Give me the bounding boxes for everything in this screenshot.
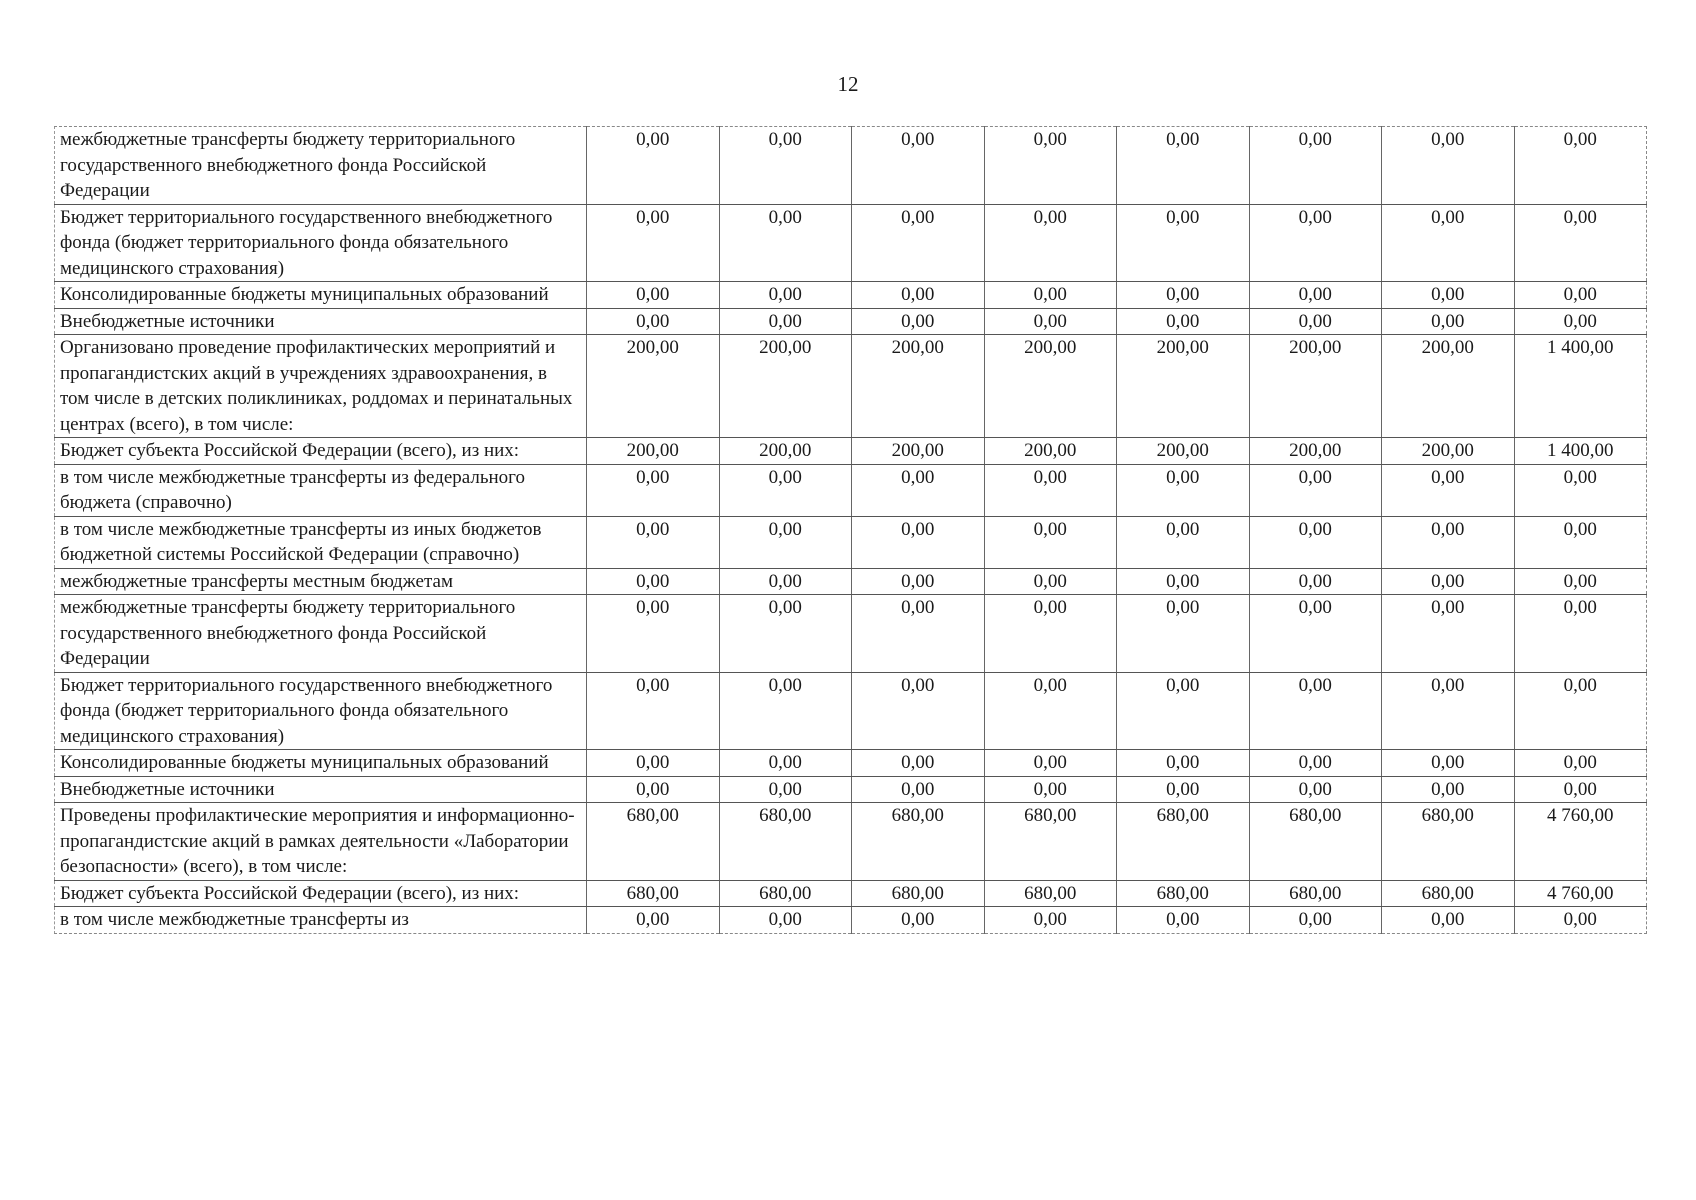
value-cell: 680,00 (587, 880, 720, 907)
value-cell: 4 760,00 (1514, 880, 1647, 907)
value-cell: 200,00 (1382, 438, 1515, 465)
value-cell: 0,00 (1514, 750, 1647, 777)
row-label: Консолидированные бюджеты муниципальных образований (55, 750, 587, 777)
value-cell: 0,00 (852, 672, 985, 750)
value-cell: 0,00 (1117, 516, 1250, 568)
row-label: в том числе межбюджетные трансферты из (55, 907, 587, 934)
value-cell: 0,00 (1382, 672, 1515, 750)
table-body (55, 127, 1647, 934)
value-cell: 680,00 (984, 803, 1117, 881)
row-label: Внебюджетные источники (55, 776, 587, 803)
value-cell: 0,00 (719, 907, 852, 934)
value-cell: 0,00 (852, 776, 985, 803)
value-cell: 1 400,00 (1514, 438, 1647, 465)
value-cell: 0,00 (1249, 672, 1382, 750)
table-row (55, 282, 1647, 309)
value-cell: 0,00 (1382, 750, 1515, 777)
value-cell: 0,00 (719, 516, 852, 568)
value-cell: 0,00 (1514, 282, 1647, 309)
table-row (55, 776, 1647, 803)
value-cell: 0,00 (719, 595, 852, 673)
value-cell: 680,00 (719, 880, 852, 907)
value-cell: 0,00 (1382, 568, 1515, 595)
value-cell: 0,00 (719, 750, 852, 777)
value-cell: 0,00 (852, 464, 985, 516)
value-cell: 0,00 (852, 595, 985, 673)
value-cell: 0,00 (719, 204, 852, 282)
value-cell: 0,00 (852, 204, 985, 282)
value-cell: 680,00 (852, 880, 985, 907)
value-cell: 0,00 (1382, 282, 1515, 309)
value-cell: 0,00 (984, 127, 1117, 205)
value-cell: 0,00 (852, 282, 985, 309)
page-number: 12 (837, 72, 859, 96)
value-cell: 0,00 (1117, 776, 1250, 803)
budget-table (54, 126, 1647, 934)
value-cell: 0,00 (587, 750, 720, 777)
row-label: Проведены профилактические мероприятия и информационно-пропагандистские акций в рамках деятельности «Лаборатории безопасности» (всего), в том числе: (55, 803, 587, 881)
value-cell: 0,00 (1249, 127, 1382, 205)
value-cell: 0,00 (1382, 464, 1515, 516)
value-cell: 0,00 (1249, 282, 1382, 309)
value-cell: 0,00 (1249, 907, 1382, 934)
value-cell: 0,00 (587, 127, 720, 205)
value-cell: 0,00 (1117, 204, 1250, 282)
value-cell: 0,00 (1249, 308, 1382, 335)
value-cell: 680,00 (1249, 880, 1382, 907)
value-cell: 0,00 (852, 127, 985, 205)
value-cell: 680,00 (1117, 880, 1250, 907)
value-cell: 0,00 (984, 568, 1117, 595)
value-cell: 200,00 (587, 335, 720, 438)
value-cell: 0,00 (1117, 595, 1250, 673)
value-cell: 0,00 (1514, 568, 1647, 595)
value-cell: 0,00 (1514, 595, 1647, 673)
value-cell: 0,00 (1117, 568, 1250, 595)
value-cell: 0,00 (1514, 464, 1647, 516)
value-cell: 680,00 (984, 880, 1117, 907)
value-cell: 200,00 (1249, 335, 1382, 438)
value-cell: 0,00 (1382, 595, 1515, 673)
row-label: межбюджетные трансферты бюджету территориального государственного внебюджетного фонда Российской Федерации (55, 127, 587, 205)
row-label: в том числе межбюджетные трансферты из иных бюджетов бюджетной системы Российской Федерации (справочно) (55, 516, 587, 568)
value-cell: 0,00 (984, 595, 1117, 673)
value-cell: 0,00 (984, 464, 1117, 516)
value-cell: 0,00 (587, 568, 720, 595)
value-cell: 0,00 (587, 204, 720, 282)
table-row (55, 464, 1647, 516)
value-cell: 0,00 (587, 672, 720, 750)
value-cell: 0,00 (852, 907, 985, 934)
value-cell: 0,00 (719, 464, 852, 516)
value-cell: 0,00 (1514, 516, 1647, 568)
value-cell: 0,00 (587, 907, 720, 934)
value-cell: 680,00 (852, 803, 985, 881)
value-cell: 0,00 (587, 516, 720, 568)
value-cell: 4 760,00 (1514, 803, 1647, 881)
row-label: Бюджет территориального государственного внебюджетного фонда (бюджет территориального фонда обязательного медицинского страхования) (55, 672, 587, 750)
value-cell: 0,00 (984, 308, 1117, 335)
table-row (55, 568, 1647, 595)
value-cell: 0,00 (984, 282, 1117, 309)
row-label: Бюджет субъекта Российской Федерации (всего), из них: (55, 438, 587, 465)
value-cell: 680,00 (719, 803, 852, 881)
value-cell: 0,00 (1382, 516, 1515, 568)
value-cell: 0,00 (1249, 750, 1382, 777)
value-cell: 0,00 (1514, 907, 1647, 934)
value-cell: 0,00 (984, 516, 1117, 568)
value-cell: 0,00 (1117, 750, 1250, 777)
value-cell: 200,00 (1382, 335, 1515, 438)
value-cell: 680,00 (1382, 803, 1515, 881)
value-cell: 680,00 (1117, 803, 1250, 881)
value-cell: 0,00 (1117, 127, 1250, 205)
table-row (55, 438, 1647, 465)
value-cell: 0,00 (719, 672, 852, 750)
value-cell: 200,00 (587, 438, 720, 465)
value-cell: 200,00 (852, 438, 985, 465)
value-cell: 0,00 (852, 308, 985, 335)
value-cell: 200,00 (852, 335, 985, 438)
value-cell: 1 400,00 (1514, 335, 1647, 438)
value-cell: 0,00 (1117, 464, 1250, 516)
table-row (55, 335, 1647, 438)
value-cell: 0,00 (587, 464, 720, 516)
value-cell: 0,00 (984, 776, 1117, 803)
value-cell: 0,00 (719, 308, 852, 335)
value-cell: 0,00 (984, 907, 1117, 934)
value-cell: 680,00 (1249, 803, 1382, 881)
table-row (55, 907, 1647, 934)
value-cell: 0,00 (1382, 127, 1515, 205)
value-cell: 0,00 (587, 776, 720, 803)
value-cell: 0,00 (984, 204, 1117, 282)
value-cell: 0,00 (587, 595, 720, 673)
value-cell: 200,00 (984, 438, 1117, 465)
value-cell: 0,00 (1514, 308, 1647, 335)
table-row (55, 308, 1647, 335)
row-label: Консолидированные бюджеты муниципальных образований (55, 282, 587, 309)
value-cell: 200,00 (719, 335, 852, 438)
table-row (55, 672, 1647, 750)
value-cell: 0,00 (719, 282, 852, 309)
value-cell: 0,00 (852, 516, 985, 568)
value-cell: 0,00 (1117, 282, 1250, 309)
table-row (55, 127, 1647, 205)
value-cell: 0,00 (587, 282, 720, 309)
row-label: Организовано проведение профилактических мероприятий и пропагандистских акций в учреждениях здравоохранения, в том числе в детских поликлиниках, роддомах и перинатальных центрах (всего), в том числе: (55, 335, 587, 438)
value-cell: 0,00 (1382, 907, 1515, 934)
value-cell: 0,00 (1249, 516, 1382, 568)
value-cell: 0,00 (1382, 308, 1515, 335)
value-cell: 0,00 (1117, 672, 1250, 750)
table-row (55, 595, 1647, 673)
value-cell: 200,00 (1117, 438, 1250, 465)
value-cell: 0,00 (587, 308, 720, 335)
value-cell: 0,00 (984, 750, 1117, 777)
row-label: в том числе межбюджетные трансферты из федерального бюджета (справочно) (55, 464, 587, 516)
value-cell: 0,00 (1514, 127, 1647, 205)
row-label: Внебюджетные источники (55, 308, 587, 335)
table-row (55, 880, 1647, 907)
value-cell: 200,00 (719, 438, 852, 465)
value-cell: 200,00 (1249, 438, 1382, 465)
value-cell: 200,00 (1117, 335, 1250, 438)
row-label: Бюджет территориального государственного внебюджетного фонда (бюджет территориального фонда обязательного медицинского страхования) (55, 204, 587, 282)
value-cell: 0,00 (1514, 672, 1647, 750)
value-cell: 0,00 (1382, 776, 1515, 803)
value-cell: 680,00 (1382, 880, 1515, 907)
value-cell: 680,00 (587, 803, 720, 881)
value-cell: 0,00 (1249, 595, 1382, 673)
value-cell: 0,00 (1249, 204, 1382, 282)
value-cell: 0,00 (1514, 776, 1647, 803)
value-cell: 0,00 (719, 568, 852, 595)
value-cell: 0,00 (1117, 308, 1250, 335)
value-cell: 0,00 (1249, 464, 1382, 516)
table-row (55, 204, 1647, 282)
value-cell: 0,00 (1249, 776, 1382, 803)
value-cell: 0,00 (1382, 204, 1515, 282)
value-cell: 0,00 (852, 568, 985, 595)
row-label: Бюджет субъекта Российской Федерации (всего), из них: (55, 880, 587, 907)
value-cell: 0,00 (852, 750, 985, 777)
value-cell: 0,00 (1514, 204, 1647, 282)
table-row (55, 750, 1647, 777)
value-cell: 0,00 (719, 127, 852, 205)
value-cell: 200,00 (984, 335, 1117, 438)
value-cell: 0,00 (719, 776, 852, 803)
table-row (55, 516, 1647, 568)
value-cell: 0,00 (1117, 907, 1250, 934)
table-row (55, 803, 1647, 881)
value-cell: 0,00 (1249, 568, 1382, 595)
value-cell: 0,00 (984, 672, 1117, 750)
row-label: межбюджетные трансферты бюджету территориального государственного внебюджетного фонда Российской Федерации (55, 595, 587, 673)
row-label: межбюджетные трансферты местным бюджетам (55, 568, 587, 595)
